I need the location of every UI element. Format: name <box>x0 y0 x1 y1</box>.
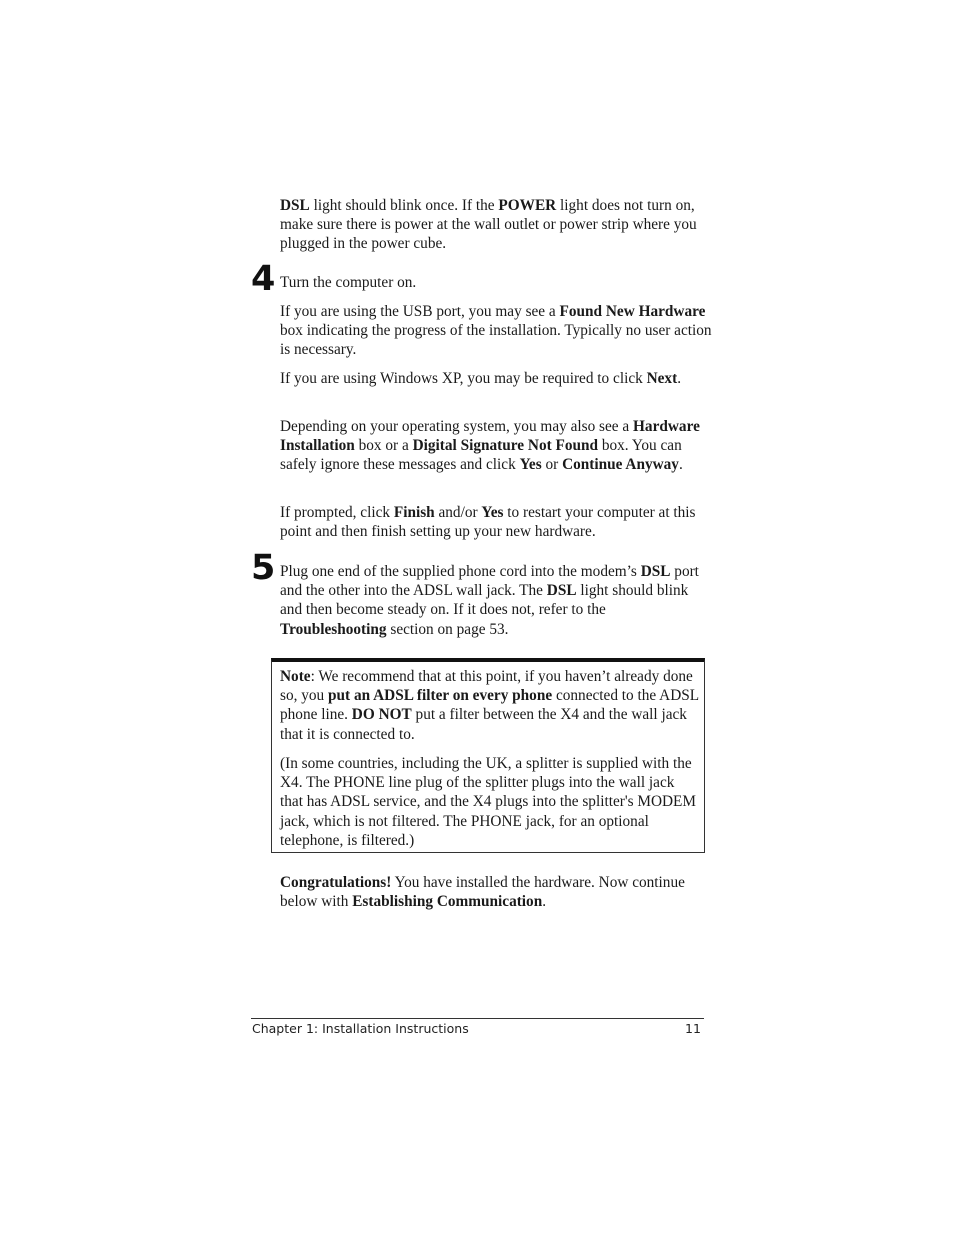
step-number-5: 5 <box>251 548 275 588</box>
step4-os-paragraph: Depending on your operating system, you may also see a Hardware Installation box or a Digital Signature Not Found box. You can safely ignore these messages and click Yes or Continue Anyway. <box>280 418 700 474</box>
footer-rule <box>251 1018 704 1019</box>
footer-chapter-title: Chapter 1: Installation Instructions <box>252 1021 469 1036</box>
footer-page-number: 11 <box>685 1021 701 1036</box>
step5-paragraph: Plug one end of the supplied phone cord into the modem’s DSL port and the other into the ADSL wall jack. The DSL light should blink and then become steady on. If it does not, refer to the Troubleshooting section on page 53. <box>280 563 699 638</box>
congratulations-paragraph: Congratulations! You have installed the hardware. Now continue below with Establishing Communication. <box>280 874 685 911</box>
note-box <box>271 658 705 853</box>
step4-prompt-paragraph: If prompted, click Finish and/or Yes to restart your computer at this point and then finish setting up your new hardware. <box>280 504 696 541</box>
continued-paragraph: DSL light should blink once. If the POWER light does not turn on, make sure there is power at the wall outlet or power strip where you plugged in the power cube. <box>280 197 697 253</box>
note-paragraph: Note: We recommend that at this point, if you haven’t already done so, you put an ADSL filter on every phone connected to the ADSL phone line. DO NOT put a filter between the X4 and the wall jack that it is connected to. <box>280 668 699 743</box>
step4-xp-paragraph: If you are using Windows XP, you may be required to click Next. <box>280 370 682 387</box>
step4-usb-paragraph: If you are using the USB port, you may see a Found New Hardware box indicating the progress of the installation. Typically no user action is necessary. <box>280 303 712 359</box>
note-splitter-paragraph: (In some countries, including the UK, a splitter is supplied with the X4. The PHONE line plug of the splitter plugs into the wall jack that has ADSL service, and the X4 plugs into the splitter's MODEM jack, which is not filtered. The PHONE jack, for an optional telephone, is filtered.) <box>280 755 697 849</box>
step4-intro: Turn the computer on. <box>280 274 417 291</box>
step-number-4: 4 <box>251 259 275 299</box>
